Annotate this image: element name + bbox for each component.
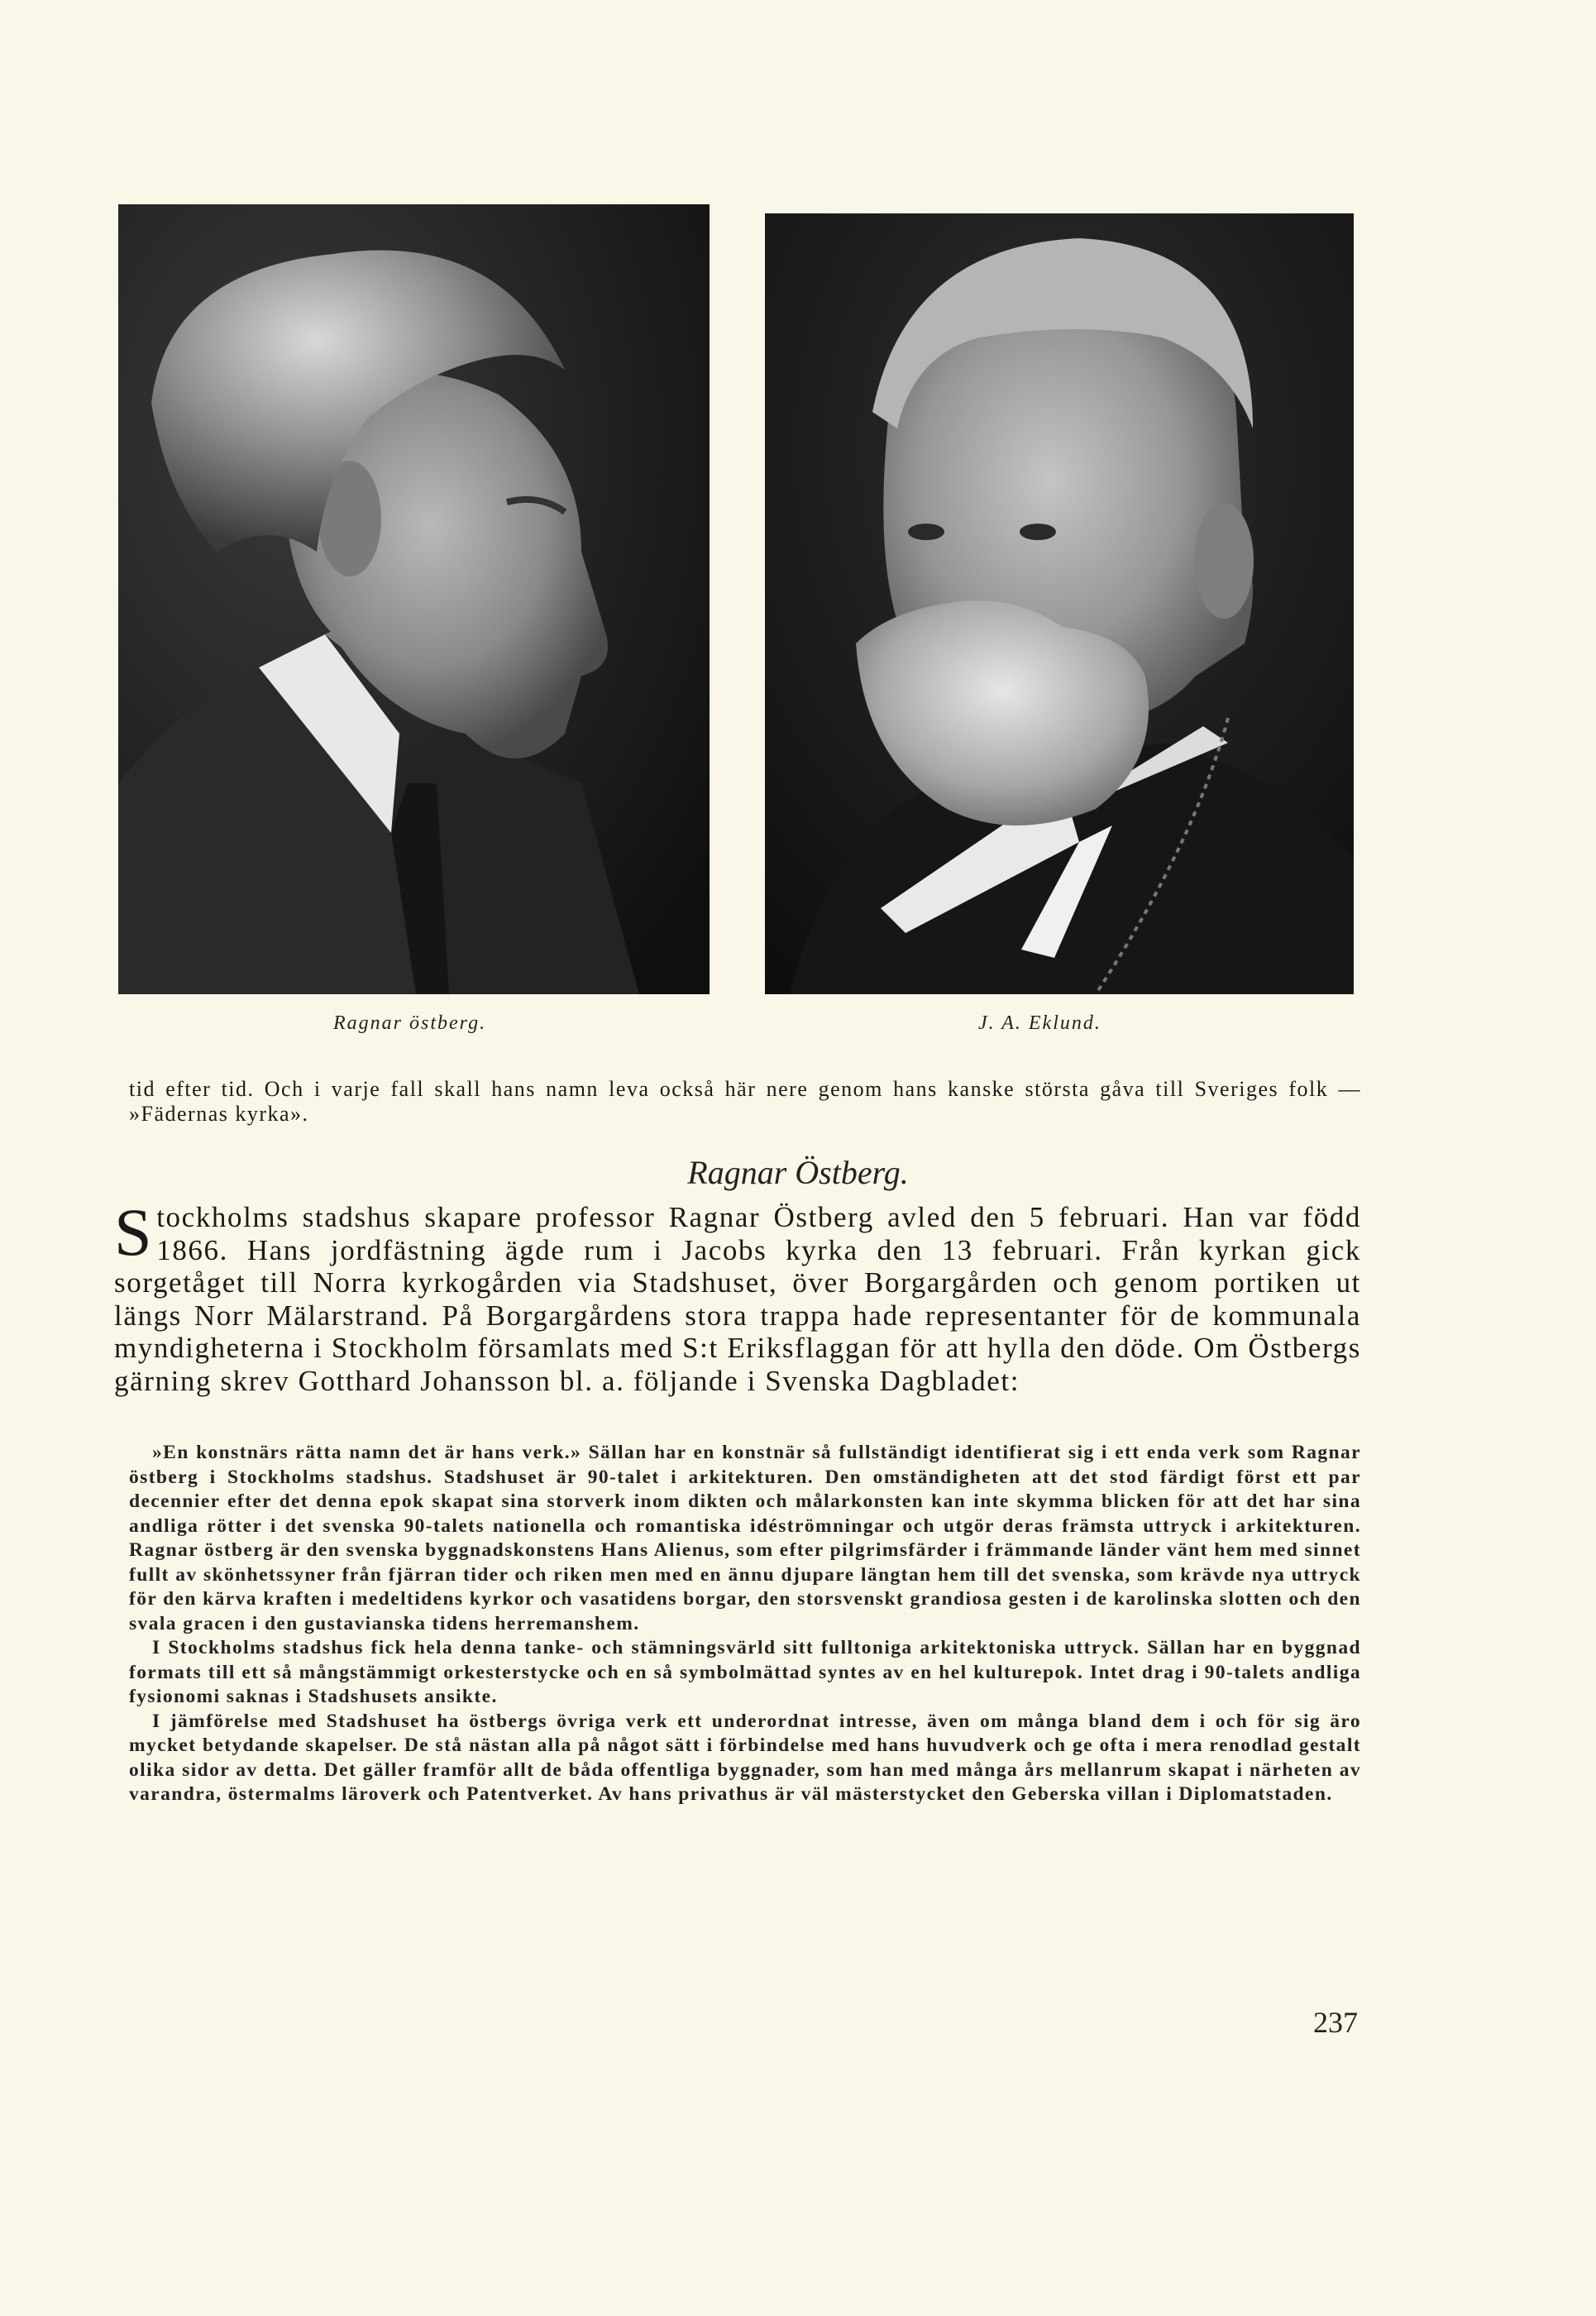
page-number: 237 (1313, 2006, 1358, 2039)
quoted-article (129, 1441, 1361, 1807)
section-title: Ragnar Östberg. (687, 1154, 909, 1191)
intro-paragraph: tid efter tid. Och i varje fall skall hans namn leva också här nere genom hans kanske största gåva till Sveriges folk — »Fädernas kyrka». (129, 1077, 1361, 1126)
drop-cap: S (114, 1194, 154, 1270)
portrait-eklund-image (765, 213, 1354, 994)
quote-paragraph: I Stockholms stadshus fick hela denna tanke- och stämningsvärld sitt fulltoniga arkitektoniska uttryck. Sällan har en byggnad formats till ett så mångstämmigt orkesterstycke och en så symbolmättad syntes av en hel kulturepok. Intet drag i 90-talets andliga fysionomi saknas i Stadshusets ansikte. (129, 1637, 1361, 1707)
lead-text: tockholms stadshus skapare professor Ragnar Östberg avled den 5 februari. Han var född 1866. Hans jordfästning ägde rum i Jacobs kyrka den 13 februari. Från kyrkan gick sorgetåget till Norra kyrkogården via Stadshuset, över Borgargården och genom portiken ut längs Norr Mälarstrand. På Borgargårdens stora trappa hade representanter för de kommunala myndigheterna i Stockholm församlats med S:t Eriksflaggan för att hylla den döde. Om Östbergs gärning skrev Gotthard Johansson bl. a. följande i Svenska Dagbladet: (114, 1201, 1361, 1397)
quote-paragraph: I jämförelse med Stadshuset ha östbergs övriga verk ett underordnat intresse, även om många bland dem i och för sig äro mycket betydande skapelser. De stå nästan alla på något sätt i förbindelse med hans huvudverk och ge ofta i mera renodlad gestalt olika sidor av detta. Det gäller framför allt de båda offentliga byggnader, som han med många års mellanrum skapat i närheten av varandra, östermalms läroverk och Patentverket. Av hans privathus är väl mästerstycket den Geberska villan i Diplomatstaden. (129, 1710, 1361, 1805)
lead-paragraph (114, 1194, 1361, 1397)
photo-caption-right: J. A. Eklund. (978, 1012, 1101, 1034)
portrait-photo-ostberg (118, 204, 710, 994)
quote-paragraph: »En konstnärs rätta namn det är hans verk.» Sällan har en konstnär så fullständigt identifierat sig i ett enda verk som Ragnar östberg i Stockholms stadshus. Stadshuset är 90-talet i arkitekturen. Den omständigheten att det stod färdigt först ett par decennier efter det denna epok skapat sina storverk inom dikten och målarkonsten kan inte skymma blicken för att det har sina andliga rötter i det svenska 90-talets nationella och romantiska idéströmningar och utgör deras främsta uttryck i arkitekturen. Ragnar östberg är den svenska byggnadskonstens Hans Alienus, som efter pilgrimsfärder i främmande länder vänt hem med sinnet fullt av skönhetssyner från fjärran tider och riken men med en ännu djupare längtan hem till det svenska, som krävde nya uttryck för den kärva kraften i medeltidens kyrkor och vasatidens borgar, den storsvenskt grandiosa gesten i de karolinska slotten och den svala gracen i den gustavianska tidens herremanshem. (129, 1442, 1361, 1634)
portrait-ostberg-image (118, 204, 710, 994)
portrait-photo-eklund (765, 213, 1354, 994)
photo-caption-left: Ragnar östberg. (333, 1012, 487, 1034)
